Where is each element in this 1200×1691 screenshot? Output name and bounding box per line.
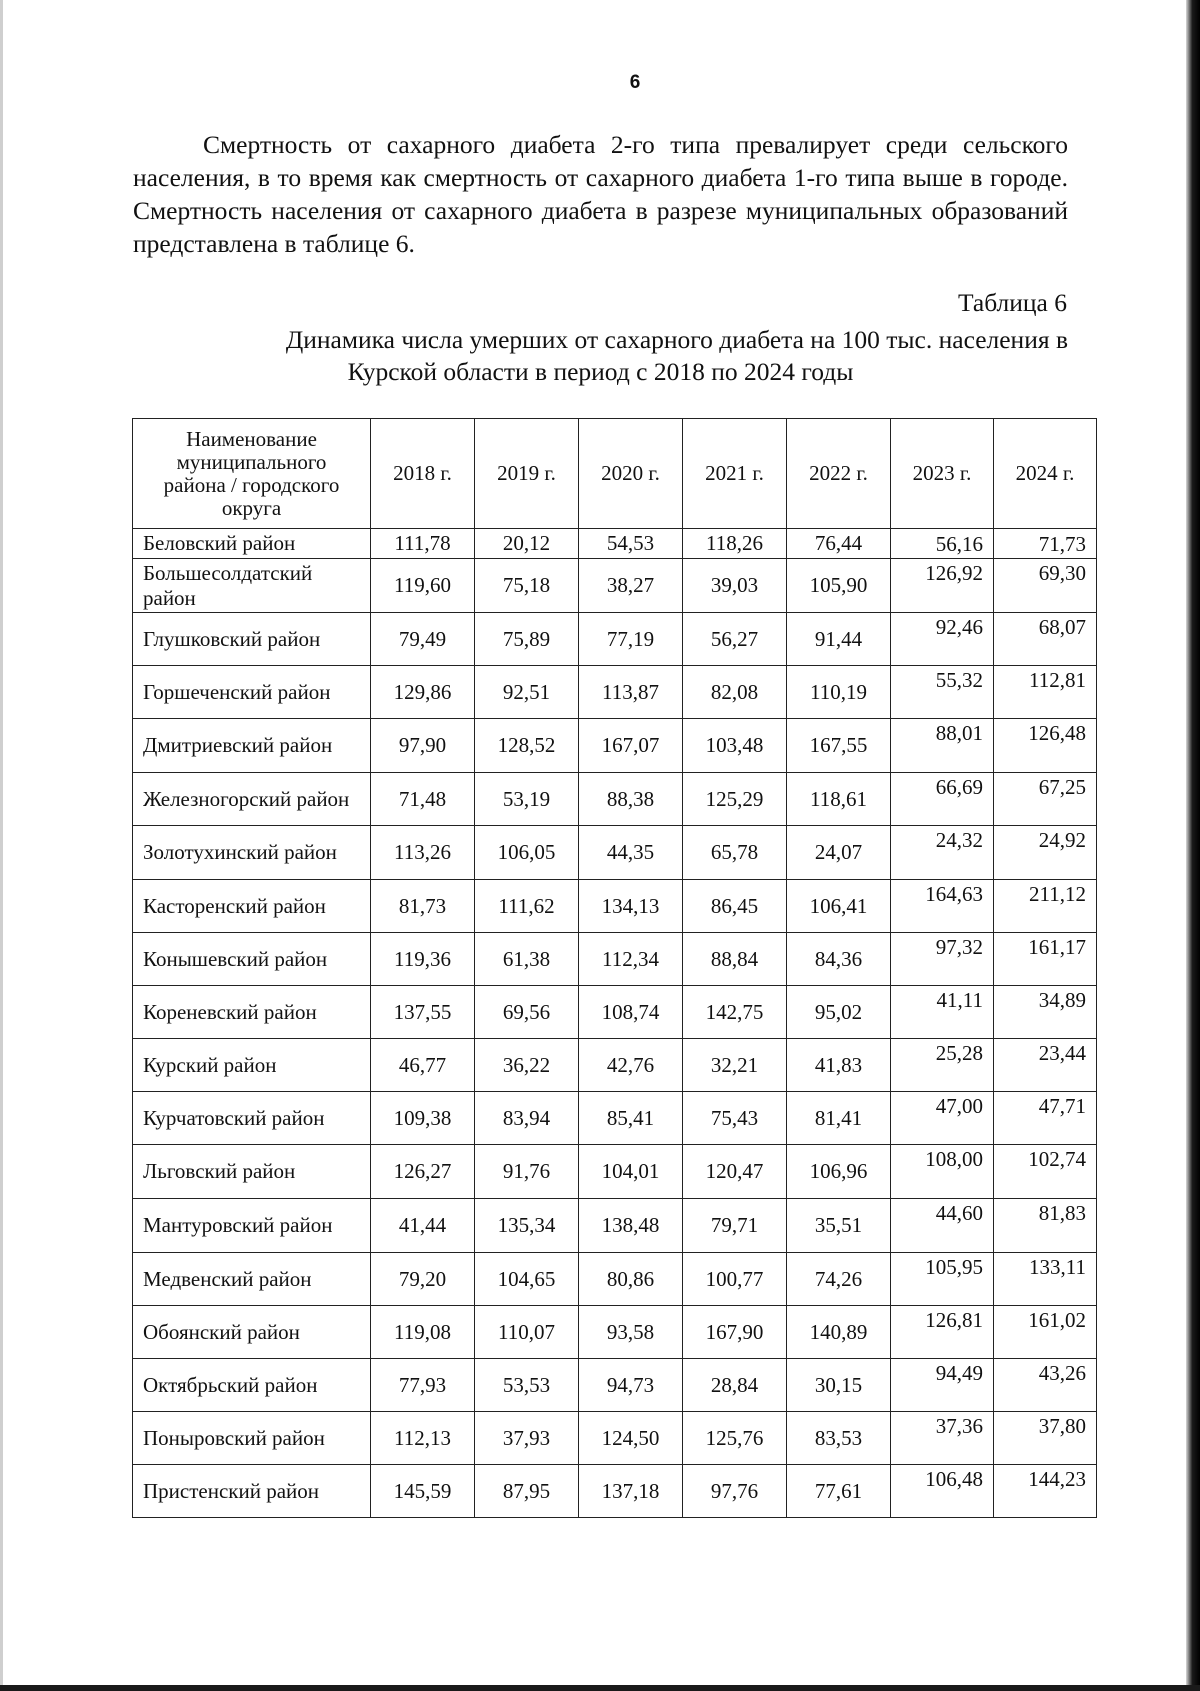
cell-value: 71,73	[994, 529, 1097, 559]
table-row	[133, 933, 1097, 986]
cell-value: 81,83	[994, 1199, 1097, 1253]
table-row	[133, 986, 1097, 1039]
cell-value: 28,84	[683, 1359, 787, 1412]
cell-value: 87,95	[475, 1465, 579, 1518]
cell-value: 44,60	[891, 1199, 994, 1253]
cell-value: 79,71	[683, 1199, 787, 1253]
cell-value: 77,93	[371, 1359, 475, 1412]
cell-value: 124,50	[579, 1412, 683, 1465]
cell-value: 140,89	[787, 1306, 891, 1359]
header-municipality: Наименование муниципального района / городского округа	[133, 419, 371, 529]
cell-value: 126,92	[891, 559, 994, 613]
header-year-2021: 2021 г.	[683, 419, 787, 529]
cell-value: 77,61	[787, 1465, 891, 1518]
cell-value: 46,77	[371, 1039, 475, 1092]
cell-value: 106,96	[787, 1145, 891, 1199]
table-row	[133, 826, 1097, 880]
cell-value: 119,08	[371, 1306, 475, 1359]
cell-value: 94,73	[579, 1359, 683, 1412]
table-title-line-1: Динамика числа умерших от сахарного диабета на 100 тыс. населения в	[285, 325, 1068, 354]
cell-value: 128,52	[475, 719, 579, 773]
cell-municipality: Золотухинский район	[133, 826, 371, 880]
cell-value: 65,78	[683, 826, 787, 880]
cell-value: 61,38	[475, 933, 579, 986]
header-year-2024: 2024 г.	[994, 419, 1097, 529]
cell-value: 68,07	[994, 613, 1097, 666]
table-label: Таблица 6	[957, 288, 1067, 317]
cell-value: 91,44	[787, 613, 891, 666]
header-year-2020: 2020 г.	[579, 419, 683, 529]
cell-municipality: Кореневский район	[133, 986, 371, 1039]
cell-value: 85,41	[579, 1092, 683, 1145]
table-row	[133, 1465, 1097, 1518]
cell-value: 91,76	[475, 1145, 579, 1199]
table-row	[133, 1359, 1097, 1412]
cell-value: 38,27	[579, 559, 683, 613]
cell-value: 112,34	[579, 933, 683, 986]
scan-edge-bottom	[0, 1685, 1200, 1691]
cell-value: 108,74	[579, 986, 683, 1039]
cell-value: 119,36	[371, 933, 475, 986]
cell-municipality: Железногорский район	[133, 773, 371, 826]
cell-value: 161,17	[994, 933, 1097, 986]
cell-value: 135,34	[475, 1199, 579, 1253]
cell-value: 111,62	[475, 880, 579, 933]
cell-value: 113,26	[371, 826, 475, 880]
cell-value: 119,60	[371, 559, 475, 613]
cell-value: 109,38	[371, 1092, 475, 1145]
table-header-row	[133, 419, 1097, 529]
cell-value: 37,36	[891, 1412, 994, 1465]
mortality-table	[132, 418, 1097, 1518]
cell-value: 88,38	[579, 773, 683, 826]
cell-value: 144,23	[994, 1465, 1097, 1518]
cell-value: 75,43	[683, 1092, 787, 1145]
cell-value: 167,90	[683, 1306, 787, 1359]
cell-municipality: Мантуровский район	[133, 1199, 371, 1253]
cell-municipality: Октябрьский район	[133, 1359, 371, 1412]
cell-value: 95,02	[787, 986, 891, 1039]
cell-municipality: Касторенский район	[133, 880, 371, 933]
cell-value: 71,48	[371, 773, 475, 826]
cell-municipality: Конышевский район	[133, 933, 371, 986]
cell-value: 34,89	[994, 986, 1097, 1039]
cell-value: 88,01	[891, 719, 994, 773]
table-row	[133, 666, 1097, 719]
cell-value: 112,13	[371, 1412, 475, 1465]
table-title	[133, 324, 1068, 388]
cell-value: 112,81	[994, 666, 1097, 719]
cell-value: 111,78	[371, 529, 475, 559]
cell-value: 55,32	[891, 666, 994, 719]
table-row	[133, 1306, 1097, 1359]
cell-value: 80,86	[579, 1253, 683, 1306]
cell-value: 97,90	[371, 719, 475, 773]
cell-value: 25,28	[891, 1039, 994, 1092]
table-row	[133, 773, 1097, 826]
cell-value: 100,77	[683, 1253, 787, 1306]
cell-value: 79,20	[371, 1253, 475, 1306]
cell-value: 126,27	[371, 1145, 475, 1199]
cell-value: 23,44	[994, 1039, 1097, 1092]
cell-municipality: Медвенский район	[133, 1253, 371, 1306]
cell-value: 75,18	[475, 559, 579, 613]
cell-value: 103,48	[683, 719, 787, 773]
header-year-2018: 2018 г.	[371, 419, 475, 529]
cell-value: 66,69	[891, 773, 994, 826]
cell-value: 161,02	[994, 1306, 1097, 1359]
header-year-2022: 2022 г.	[787, 419, 891, 529]
cell-value: 110,19	[787, 666, 891, 719]
cell-value: 41,44	[371, 1199, 475, 1253]
cell-value: 32,21	[683, 1039, 787, 1092]
cell-value: 88,84	[683, 933, 787, 986]
cell-value: 113,87	[579, 666, 683, 719]
cell-value: 105,95	[891, 1253, 994, 1306]
cell-value: 20,12	[475, 529, 579, 559]
cell-value: 83,53	[787, 1412, 891, 1465]
cell-value: 56,27	[683, 613, 787, 666]
table-row	[133, 880, 1097, 933]
cell-value: 138,48	[579, 1199, 683, 1253]
cell-value: 105,90	[787, 559, 891, 613]
cell-value: 84,36	[787, 933, 891, 986]
cell-value: 92,51	[475, 666, 579, 719]
cell-value: 43,26	[994, 1359, 1097, 1412]
page-number: 6	[629, 72, 641, 93]
table-title-line-2: Курской области в период с 2018 по 2024 годы	[347, 357, 854, 386]
cell-value: 92,46	[891, 613, 994, 666]
cell-value: 69,56	[475, 986, 579, 1039]
cell-municipality: Глушковский район	[133, 613, 371, 666]
cell-value: 30,15	[787, 1359, 891, 1412]
scan-edge-left	[0, 0, 3, 1691]
cell-value: 83,94	[475, 1092, 579, 1145]
cell-value: 94,49	[891, 1359, 994, 1412]
cell-value: 93,58	[579, 1306, 683, 1359]
cell-value: 106,41	[787, 880, 891, 933]
cell-value: 106,48	[891, 1465, 994, 1518]
cell-value: 133,11	[994, 1253, 1097, 1306]
cell-value: 129,86	[371, 666, 475, 719]
cell-municipality: Курский район	[133, 1039, 371, 1092]
table-row	[133, 1253, 1097, 1306]
cell-value: 36,22	[475, 1039, 579, 1092]
cell-value: 145,59	[371, 1465, 475, 1518]
cell-value: 137,18	[579, 1465, 683, 1518]
header-year-2023: 2023 г.	[891, 419, 994, 529]
table-row	[133, 613, 1097, 666]
cell-value: 164,63	[891, 880, 994, 933]
cell-value: 104,65	[475, 1253, 579, 1306]
cell-value: 167,07	[579, 719, 683, 773]
cell-municipality: Обоянский район	[133, 1306, 371, 1359]
table-row	[133, 1145, 1097, 1199]
cell-value: 44,35	[579, 826, 683, 880]
cell-value: 134,13	[579, 880, 683, 933]
cell-value: 102,74	[994, 1145, 1097, 1199]
cell-municipality: Поныровский район	[133, 1412, 371, 1465]
cell-value: 76,44	[787, 529, 891, 559]
cell-value: 47,71	[994, 1092, 1097, 1145]
cell-value: 24,07	[787, 826, 891, 880]
cell-value: 118,26	[683, 529, 787, 559]
cell-value: 69,30	[994, 559, 1097, 613]
cell-value: 41,11	[891, 986, 994, 1039]
cell-value: 74,26	[787, 1253, 891, 1306]
cell-value: 125,76	[683, 1412, 787, 1465]
cell-value: 37,80	[994, 1412, 1097, 1465]
table-row	[133, 529, 1097, 559]
table-row	[133, 1039, 1097, 1092]
cell-value: 41,83	[787, 1039, 891, 1092]
cell-value: 53,53	[475, 1359, 579, 1412]
cell-value: 211,12	[994, 880, 1097, 933]
cell-municipality: Дмитриевский район	[133, 719, 371, 773]
cell-value: 104,01	[579, 1145, 683, 1199]
cell-value: 106,05	[475, 826, 579, 880]
table-row	[133, 1092, 1097, 1145]
cell-value: 86,45	[683, 880, 787, 933]
cell-value: 24,32	[891, 826, 994, 880]
cell-value: 24,92	[994, 826, 1097, 880]
cell-value: 81,41	[787, 1092, 891, 1145]
table-body	[133, 529, 1097, 1518]
cell-value: 54,53	[579, 529, 683, 559]
cell-value: 35,51	[787, 1199, 891, 1253]
cell-value: 47,00	[891, 1092, 994, 1145]
cell-municipality: Горшеченский район	[133, 666, 371, 719]
table-row	[133, 1199, 1097, 1253]
cell-value: 126,81	[891, 1306, 994, 1359]
cell-municipality: Курчатовский район	[133, 1092, 371, 1145]
cell-value: 110,07	[475, 1306, 579, 1359]
cell-value: 126,48	[994, 719, 1097, 773]
cell-municipality: Пристенский район	[133, 1465, 371, 1518]
cell-value: 79,49	[371, 613, 475, 666]
cell-value: 77,19	[579, 613, 683, 666]
cell-value: 67,25	[994, 773, 1097, 826]
table-row	[133, 719, 1097, 773]
cell-value: 97,76	[683, 1465, 787, 1518]
cell-value: 167,55	[787, 719, 891, 773]
cell-value: 53,19	[475, 773, 579, 826]
cell-value: 56,16	[891, 529, 994, 559]
cell-value: 125,29	[683, 773, 787, 826]
cell-value: 108,00	[891, 1145, 994, 1199]
cell-value: 81,73	[371, 880, 475, 933]
header-year-2019: 2019 г.	[475, 419, 579, 529]
cell-municipality: Большесолдатский район	[133, 559, 371, 613]
cell-value: 142,75	[683, 986, 787, 1039]
cell-value: 37,93	[475, 1412, 579, 1465]
cell-value: 39,03	[683, 559, 787, 613]
cell-value: 97,32	[891, 933, 994, 986]
table-row	[133, 1412, 1097, 1465]
table-row	[133, 559, 1097, 613]
scan-edge-right	[1186, 0, 1200, 1691]
intro-paragraph: Смертность от сахарного диабета 2-го типа превалирует среди сельского населения, в то время как смертность от сахарного диабета 1-го типа выше в городе. Смертность населения от сахарного диабета в разрезе муниципальных образований представлена в таблице 6.	[133, 130, 1068, 258]
cell-value: 137,55	[371, 986, 475, 1039]
cell-value: 75,89	[475, 613, 579, 666]
cell-value: 120,47	[683, 1145, 787, 1199]
cell-value: 82,08	[683, 666, 787, 719]
cell-value: 118,61	[787, 773, 891, 826]
cell-municipality: Беловский район	[133, 529, 371, 559]
cell-value: 42,76	[579, 1039, 683, 1092]
cell-municipality: Льговский район	[133, 1145, 371, 1199]
